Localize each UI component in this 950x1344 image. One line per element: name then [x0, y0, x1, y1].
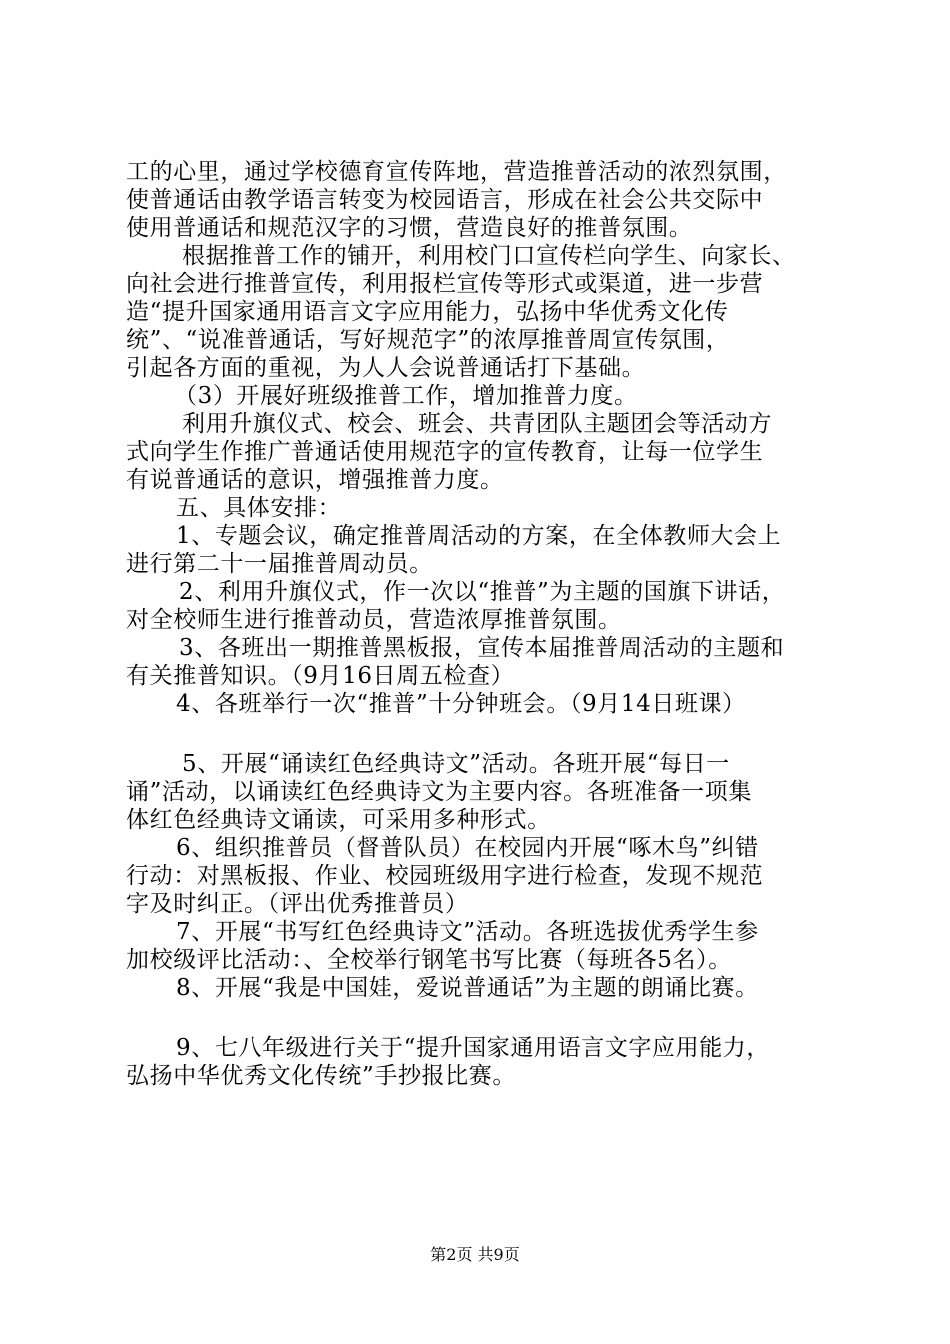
text-line: 造“提升国家通用语言文字应用能力，弘扬中华优秀文化传	[126, 299, 729, 325]
text-line: 加校级评比活动：、全校举行钢笔书写比赛（每班各5名）。	[126, 947, 732, 973]
text-line: （3）开展好班级推普工作，增加推普力度。	[174, 383, 638, 409]
text-line: 体红色经典诗文诵读，可采用多种形式。	[126, 807, 551, 833]
text-line: 五、具体安排：	[176, 495, 342, 521]
text-line: 式向学生作推广普通话使用规范字的宣传教育，让每一位学生	[126, 439, 764, 465]
text-line: 字及时纠正。（评出优秀推普员）	[126, 891, 469, 917]
page-footer: 第2页 共9页	[430, 1245, 520, 1264]
text-line: 行动：对黑板报、作业、校园班级用字进行检查，发现不规范	[126, 863, 764, 889]
text-line: 统”、“说准普通话，写好规范字”的浓厚推普周宣传氛围，	[126, 327, 730, 353]
text-line: 进行第二十一届推普周动员。	[126, 551, 433, 577]
text-line: 向社会进行推普宣传，利用报栏宣传等形式或渠道，进一步营	[126, 271, 764, 297]
text-line: 有关推普知识。（9月16日周五检查）	[126, 663, 515, 689]
text-line: 2、利用升旗仪式，作一次以“推普”为主题的国旗下讲话，	[179, 579, 786, 605]
text-line: 弘扬中华优秀文化传统”手抄报比赛。	[126, 1063, 516, 1089]
text-line: 使普通话由教学语言转变为校园语言，形成在社会公共交际中	[126, 187, 764, 213]
text-line: 8、开展“我是中国娃，爱说普通话”为主题的朗诵比赛。	[176, 975, 759, 1001]
text-line: 3、各班出一期推普黑板报，宣传本届推普周活动的主题和	[179, 635, 785, 661]
text-line: 9、七八年级进行关于“提升国家通用语言文字应用能力，	[176, 1035, 770, 1061]
text-line: 1、专题会议，确定推普周活动的方案，在全体教师大会上	[176, 523, 782, 549]
text-line: 有说普通话的意识，增强推普力度。	[126, 467, 504, 493]
document-body	[126, 158, 846, 1090]
text-line: 诵”活动，以诵读红色经典诗文为主要内容。各班准备一项集	[126, 779, 752, 805]
text-line: 工的心里，通过学校德育宣传阵地，营造推普活动的浓烈氛围，	[126, 159, 787, 185]
text-line: 6、组织推普员（督普队员）在校园内开展“啄木鸟”纠错	[176, 835, 759, 861]
text-line: 5、开展“诵读红色经典诗文”活动。各班开展“每日一	[182, 751, 730, 777]
text-line: 利用升旗仪式、校会、班会、共青团队主题团会等活动方	[182, 411, 772, 437]
text-line: 7、开展“书写红色经典诗文”活动。各班选拔优秀学生参	[176, 919, 759, 945]
text-line: 使用普通话和规范汉字的习惯，营造良好的推普氛围。	[126, 215, 693, 241]
text-line: 4、各班举行一次“推普”十分钟班会。（9月14日班课）	[176, 691, 746, 717]
text-line: 引起各方面的重视，为人人会说普通话打下基础。	[126, 355, 646, 381]
text-line: 根据推普工作的铺开，利用校门口宣传栏向学生、向家长、	[182, 243, 796, 269]
text-line: 对全校师生进行推普动员，营造浓厚推普氛围。	[126, 607, 622, 633]
